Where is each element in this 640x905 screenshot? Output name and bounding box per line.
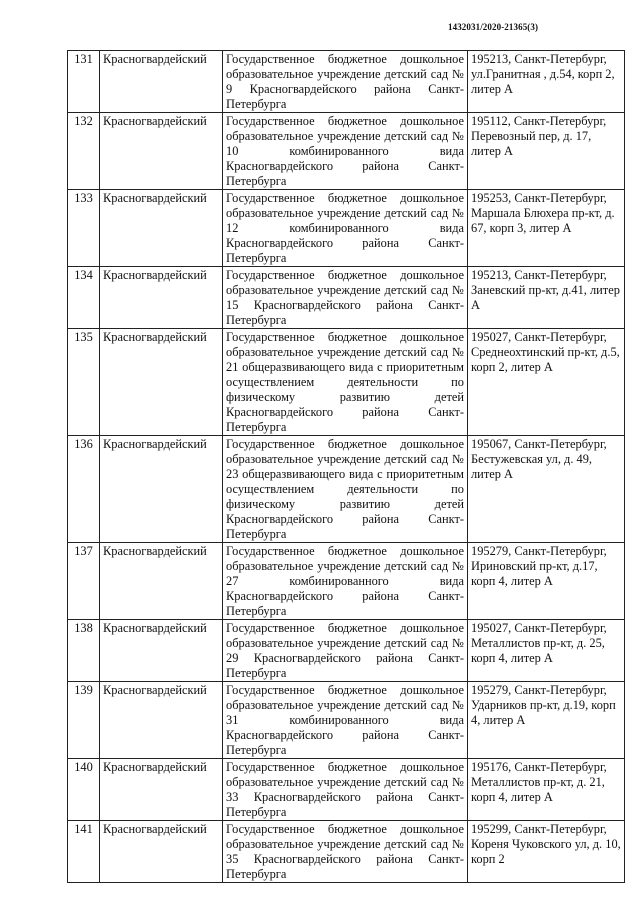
district-cell: Красногвардейский [100, 682, 223, 759]
institution-cell: Государственное бюджетное дошкольное образовательное учреждение детский сад № 21 общеразвивающего вида с приоритетным осуществлением деятельности по физическому развитию детей Красногвардейского района Санкт-Петербурга [223, 329, 468, 436]
address-cell: 195279, Санкт-Петербург, Ударников пр-кт, д.19, корп 4, литер А [468, 682, 625, 759]
table-row [68, 620, 625, 682]
table-row [68, 543, 625, 620]
institution-cell: Государственное бюджетное дошкольное образовательное учреждение детский сад № 23 общеразвивающего вида с приоритетным осуществлением деятельности по физическому развитию детей Красногвардейского района Санкт-Петербурга [223, 436, 468, 543]
table-row [68, 267, 625, 329]
address-cell: 195027, Санкт-Петербург, Металлистов пр-кт, д. 25, корп 4, литер А [468, 620, 625, 682]
table-row [68, 682, 625, 759]
institution-cell: Государственное бюджетное дошкольное образовательное учреждение детский сад № 12 комбинированного вида Красногвардейского района Санкт-Петербурга [223, 190, 468, 267]
row-number: 136 [68, 436, 100, 543]
institution-cell: Государственное бюджетное дошкольное образовательное учреждение детский сад № 9 Красногвардейского района Санкт-Петербурга [223, 51, 468, 113]
address-cell: 195112, Санкт-Петербург, Перевозный пер, д. 17, литер А [468, 113, 625, 190]
district-cell: Красногвардейский [100, 113, 223, 190]
row-number: 140 [68, 759, 100, 821]
institution-cell: Государственное бюджетное дошкольное образовательное учреждение детский сад № 33 Красногвардейского района Санкт-Петербурга [223, 759, 468, 821]
institution-cell: Государственное бюджетное дошкольное образовательное учреждение детский сад № 31 комбинированного вида Красногвардейского района Санкт-Петербурга [223, 682, 468, 759]
row-number: 139 [68, 682, 100, 759]
institution-cell: Государственное бюджетное дошкольное образовательное учреждение детский сад № 35 Красногвардейского района Санкт-Петербурга [223, 821, 468, 883]
institution-cell: Государственное бюджетное дошкольное образовательное учреждение детский сад № 27 комбинированного вида Красногвардейского района Санкт-Петербурга [223, 543, 468, 620]
table-row [68, 190, 625, 267]
row-number: 132 [68, 113, 100, 190]
address-cell: 195176, Санкт-Петербург, Металлистов пр-кт, д. 21, корп 4, литер А [468, 759, 625, 821]
district-cell: Красногвардейский [100, 436, 223, 543]
institution-cell: Государственное бюджетное дошкольное образовательное учреждение детский сад № 29 Красногвардейского района Санкт-Петербурга [223, 620, 468, 682]
table-row [68, 821, 625, 883]
district-cell: Красногвардейский [100, 759, 223, 821]
district-cell: Красногвардейский [100, 51, 223, 113]
institutions-table [67, 50, 625, 883]
address-cell: 195213, Санкт-Петербург, Заневский пр-кт, д.41, литер А [468, 267, 625, 329]
address-cell: 195027, Санкт-Петербург, Среднеохтинский пр-кт, д.5, корп 2, литер А [468, 329, 625, 436]
district-cell: Красногвардейский [100, 620, 223, 682]
district-cell: Красногвардейский [100, 267, 223, 329]
row-number: 135 [68, 329, 100, 436]
address-cell: 195299, Санкт-Петербург, Кореня Чуковского ул, д. 10, корп 2 [468, 821, 625, 883]
table-row [68, 113, 625, 190]
district-cell: Красногвардейский [100, 190, 223, 267]
address-cell: 195067, Санкт-Петербург, Бестужевская ул, д. 49, литер А [468, 436, 625, 543]
table-row [68, 436, 625, 543]
row-number: 131 [68, 51, 100, 113]
district-cell: Красногвардейский [100, 821, 223, 883]
institution-cell: Государственное бюджетное дошкольное образовательное учреждение детский сад № 15 Красногвардейского района Санкт-Петербурга [223, 267, 468, 329]
address-cell: 195213, Санкт-Петербург, ул.Гранитная , д.54, корп 2, литер А [468, 51, 625, 113]
document-number: 1432031/2020-21365(3) [448, 22, 539, 32]
table-row [68, 51, 625, 113]
row-number: 141 [68, 821, 100, 883]
table-row [68, 329, 625, 436]
district-cell: Красногвардейский [100, 543, 223, 620]
address-cell: 195279, Санкт-Петербург, Ириновский пр-кт, д.17, корп 4, литер А [468, 543, 625, 620]
institution-cell: Государственное бюджетное дошкольное образовательное учреждение детский сад № 10 комбинированного вида Красногвардейского района Санкт-Петербурга [223, 113, 468, 190]
row-number: 134 [68, 267, 100, 329]
row-number: 133 [68, 190, 100, 267]
row-number: 137 [68, 543, 100, 620]
address-cell: 195253, Санкт-Петербург, Маршала Блюхера пр-кт, д. 67, корп 3, литер А [468, 190, 625, 267]
row-number: 138 [68, 620, 100, 682]
table-row [68, 759, 625, 821]
district-cell: Красногвардейский [100, 329, 223, 436]
